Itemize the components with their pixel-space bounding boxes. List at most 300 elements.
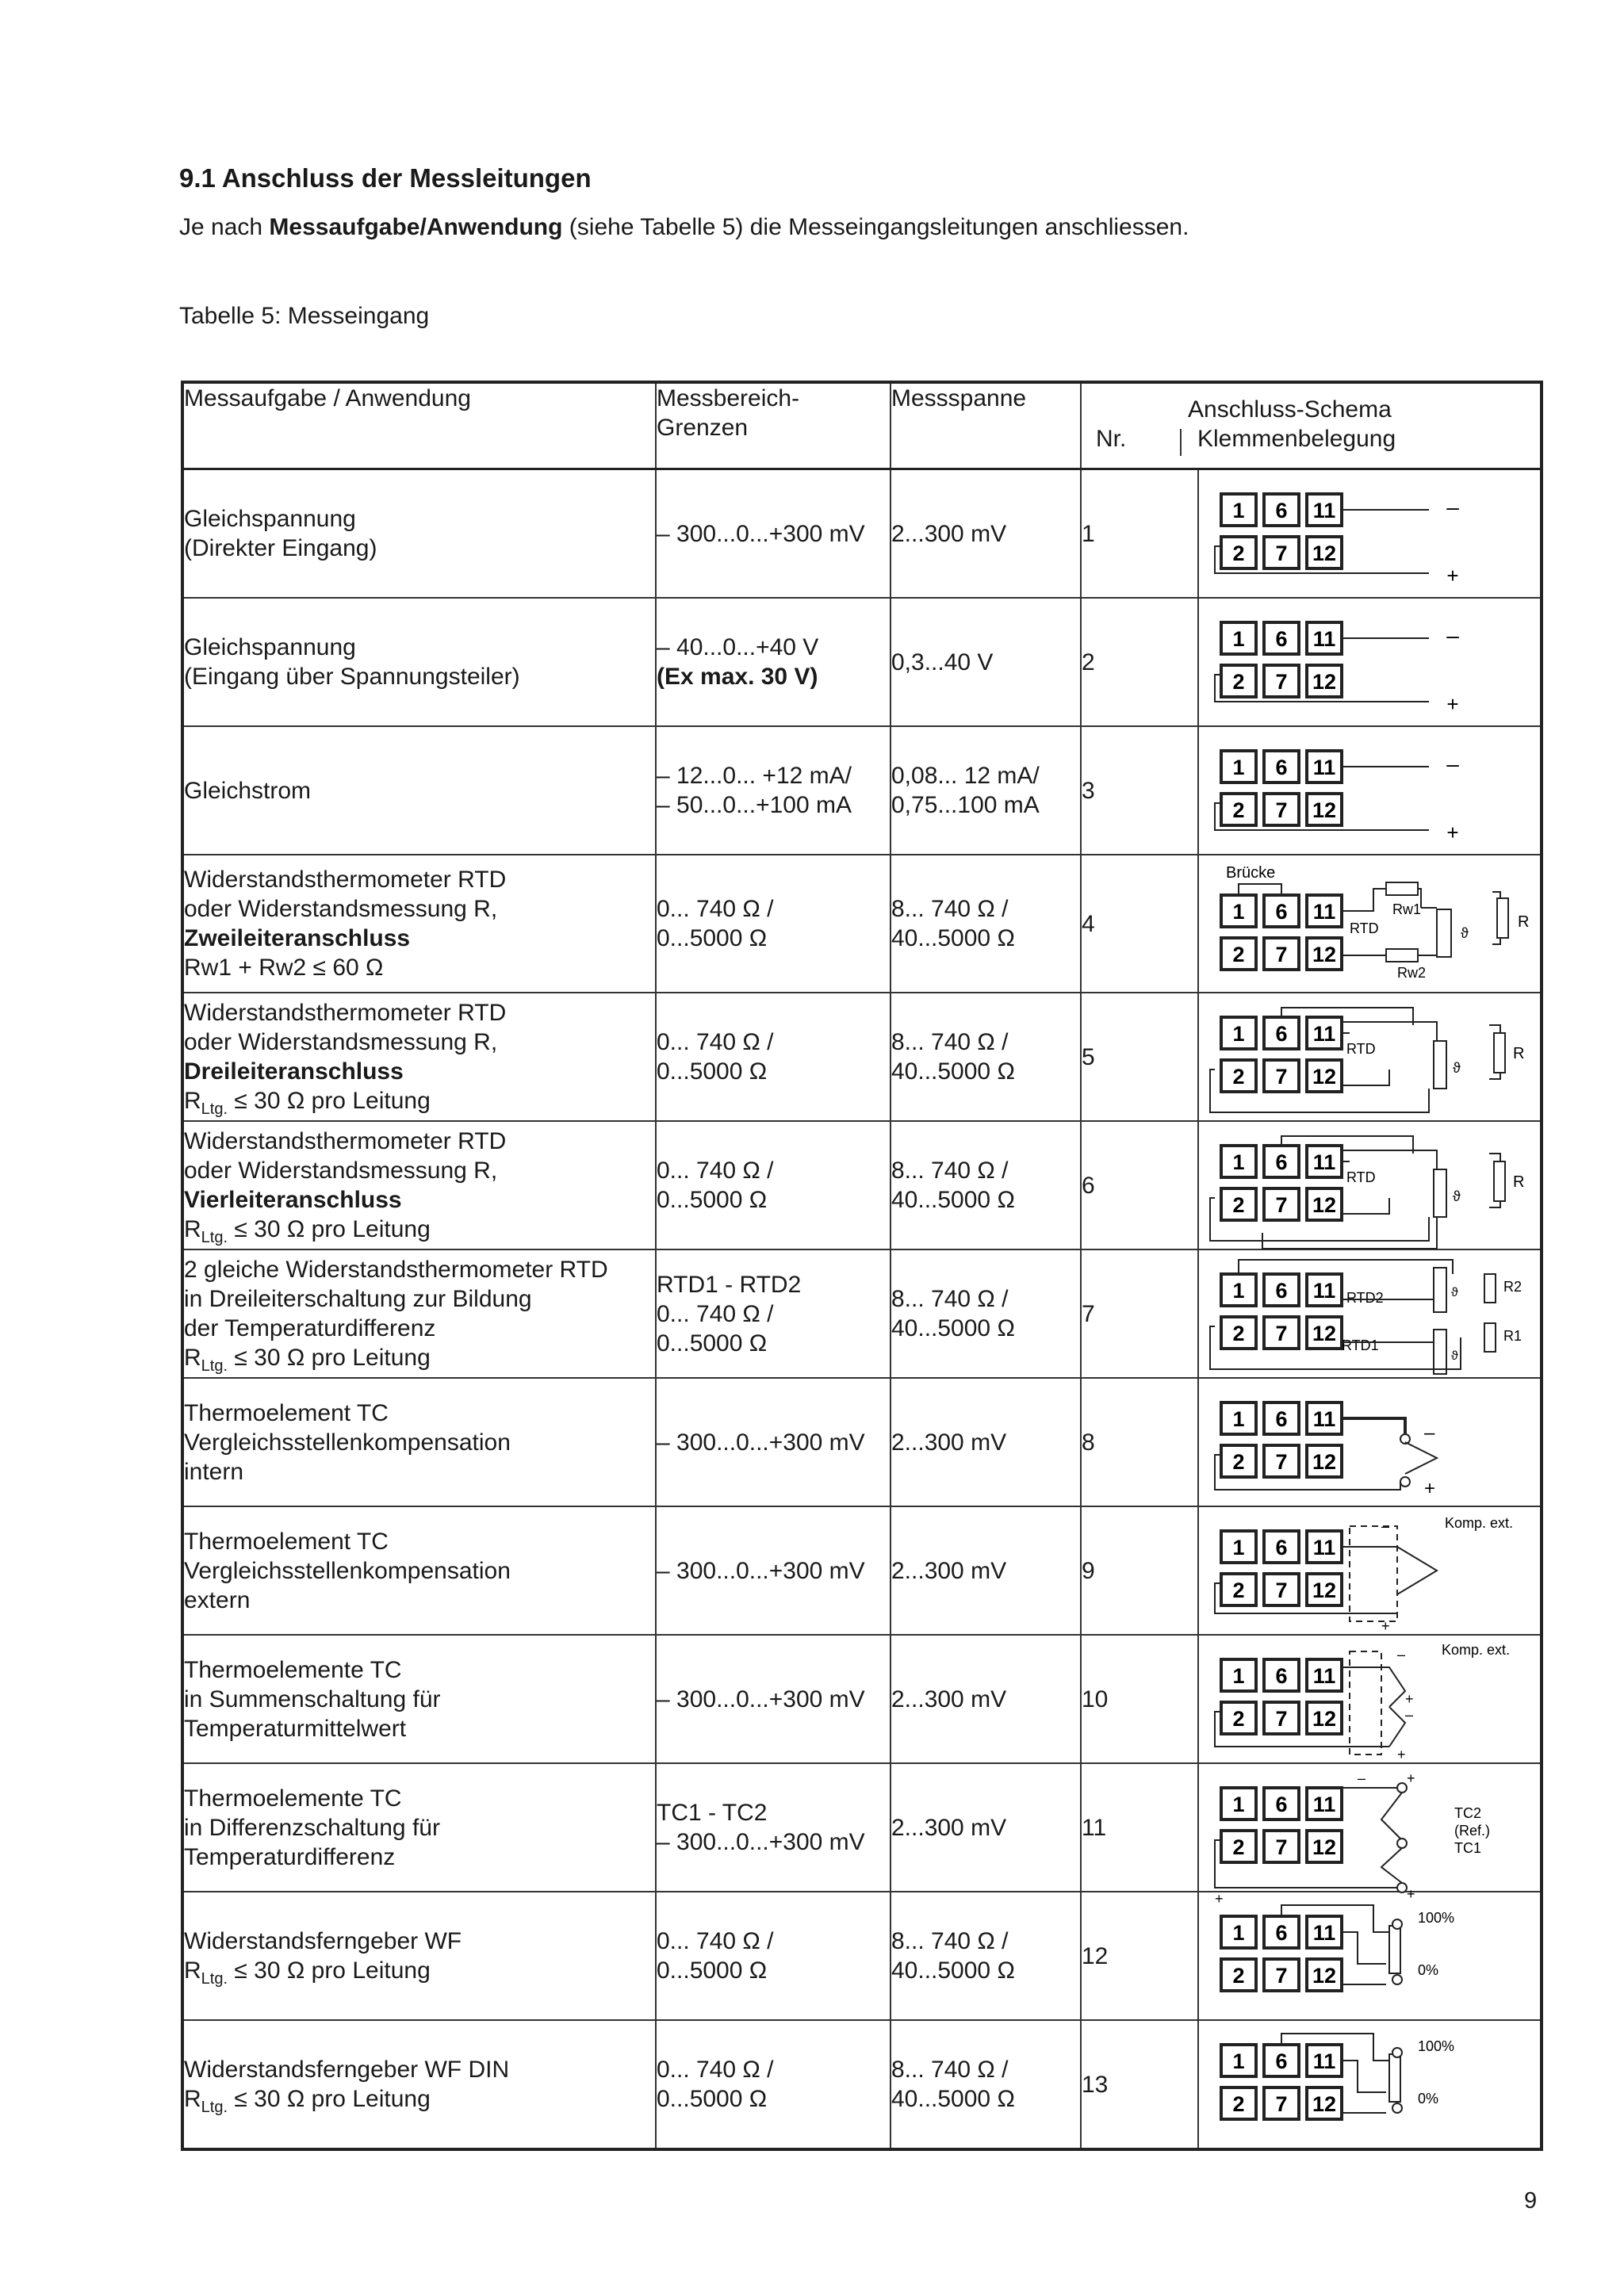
- nr-cell: 12: [1081, 1892, 1198, 2020]
- cell-line: in Summenschaltung für: [184, 1686, 441, 1712]
- header-scheme: Anschluss-Schema Nr. Klemmenbelegung: [1081, 382, 1542, 469]
- diagram-label: R2: [1503, 1279, 1522, 1295]
- diagram-label: +: [1446, 564, 1459, 587]
- diagram-cell: [1198, 2020, 1542, 2149]
- diagram-label: Rw2: [1397, 965, 1427, 981]
- span-cell: [891, 1249, 1081, 1378]
- limits-cell: [656, 1892, 891, 2020]
- terminal-number: 12: [1312, 670, 1337, 694]
- diagram-cell: [1198, 1378, 1542, 1506]
- cell-line: 2...300 mV: [891, 1686, 1007, 1712]
- span-cell: [891, 469, 1081, 599]
- cell-line: 0... 740 Ω /: [657, 896, 774, 922]
- cell-line: 0... 740 Ω /: [657, 1029, 774, 1055]
- limits-cell: [656, 726, 891, 855]
- cell-line: 0...5000 Ω: [657, 1058, 768, 1085]
- terminal-number: 7: [1275, 1450, 1288, 1474]
- cell-line: 0... 740 Ω /: [657, 1300, 774, 1327]
- cell-line: 40...5000 Ω: [891, 1315, 1015, 1341]
- cell-line: Temperaturmittelwert: [184, 1715, 407, 1742]
- terminal-number: 7: [1275, 1835, 1288, 1859]
- diagram-label: +: [1446, 692, 1459, 716]
- terminal-number: 2: [1232, 1450, 1245, 1474]
- diagram-label: TC2: [1454, 1805, 1482, 1821]
- cell-line: $R_{Ltg.} \le 30$ Ω pro Leitung: [184, 1088, 431, 1118]
- limits-cell: [656, 1249, 891, 1378]
- span-cell: [891, 1635, 1081, 1763]
- terminal-number: 7: [1275, 1193, 1288, 1217]
- nr-cell: 7: [1081, 1249, 1198, 1378]
- cell-line: Temperaturdifferenz: [184, 1843, 396, 1870]
- diagram-label: RTD2: [1346, 1290, 1384, 1306]
- terminal-number: 7: [1275, 798, 1288, 822]
- cell-line: Widerstandsthermometer RTD: [184, 1128, 507, 1154]
- task-cell: [182, 1121, 656, 1249]
- limits-cell: [656, 598, 891, 726]
- diagram-label: R1: [1503, 1328, 1522, 1344]
- span-cell: [891, 1378, 1081, 1506]
- connection-diagram: [1199, 1507, 1542, 1634]
- table-row: [182, 2020, 1542, 2149]
- span-cell: [891, 993, 1081, 1121]
- cell-line: Gleichspannung: [184, 506, 356, 532]
- diagram-label: RTD: [1346, 1041, 1376, 1057]
- cell-line: $R_{Ltg.} \le 30$ Ω pro Leitung: [184, 2086, 431, 2116]
- terminal-number: 6: [1275, 1279, 1288, 1303]
- terminal-number: 7: [1275, 943, 1288, 966]
- terminal-number: 6: [1275, 2049, 1288, 2073]
- terminal-number: 2: [1232, 943, 1245, 966]
- diagram-label: (Ref.): [1454, 1823, 1490, 1839]
- nr-cell: 13: [1081, 2020, 1198, 2149]
- terminal-number: 12: [1312, 1193, 1337, 1217]
- span-cell: [891, 2020, 1081, 2149]
- diagram-label: ϑ: [1451, 1349, 1458, 1363]
- terminal-number: 6: [1275, 1536, 1288, 1559]
- diagram-label: –: [1405, 1707, 1414, 1723]
- measurement-input-table: [181, 381, 1543, 2151]
- diagram-label: +: [1446, 821, 1459, 844]
- terminal-number: 1: [1232, 1664, 1245, 1688]
- cell-line: 8... 740 Ω /: [891, 1286, 1009, 1312]
- connection-diagram: [1199, 727, 1542, 854]
- limits-cell: [656, 1763, 891, 1892]
- diagram-label: –: [1397, 1647, 1406, 1663]
- diagram-cell: [1198, 1121, 1542, 1249]
- terminal-number: 1: [1232, 499, 1245, 522]
- diagram-cell: [1198, 1249, 1542, 1378]
- table-row: [182, 1892, 1542, 2020]
- diagram-cell: [1198, 855, 1542, 993]
- terminal-number: 12: [1312, 798, 1337, 822]
- cell-line: 40...5000 Ω: [891, 1957, 1015, 1984]
- span-cell: [891, 598, 1081, 726]
- task-cell: [182, 1249, 656, 1378]
- terminal-number: 11: [1312, 1022, 1336, 1046]
- diagram-label: ϑ: [1453, 1188, 1461, 1204]
- cell-line: 0...5000 Ω: [657, 2086, 768, 2112]
- diagram-cell: [1198, 993, 1542, 1121]
- terminal-number: 2: [1232, 1964, 1245, 1988]
- nr-cell: 8: [1081, 1378, 1198, 1506]
- cell-line: Thermoelement TC: [184, 1399, 389, 1426]
- nr-cell: 5: [1081, 993, 1198, 1121]
- table-row: [182, 1635, 1542, 1763]
- cell-line: – 12...0... +12 mA/: [657, 763, 852, 789]
- terminal-number: 1: [1232, 1279, 1245, 1303]
- nr-cell: 9: [1081, 1506, 1198, 1635]
- cell-line: $R_{Ltg.} \le 30$ Ω pro Leitung: [184, 1957, 431, 1988]
- cell-line: TC1 - TC2: [657, 1800, 768, 1826]
- terminal-number: 7: [1275, 1065, 1288, 1089]
- diagram-label: +: [1407, 1770, 1415, 1786]
- terminal-number: 12: [1312, 1322, 1337, 1345]
- terminal-number: 2: [1232, 541, 1245, 565]
- diagram-cell: [1198, 1506, 1542, 1635]
- terminal-number: 6: [1275, 1407, 1288, 1431]
- diagram-label: +: [1407, 1886, 1415, 1902]
- cell-line: oder Widerstandsmessung R,: [184, 1029, 498, 1055]
- cell-line: 0,3...40 V: [891, 649, 994, 675]
- cell-line: – 40...0...+40 V: [657, 634, 819, 660]
- task-cell: [182, 1506, 656, 1635]
- connection-diagram: [1199, 1122, 1542, 1249]
- terminal-number: 12: [1312, 2092, 1337, 2116]
- cell-line: 2...300 mV: [891, 1429, 1007, 1456]
- cell-line: 0... 740 Ω /: [657, 1928, 774, 1954]
- task-cell: [182, 2020, 656, 2149]
- terminal-number: 1: [1232, 900, 1245, 924]
- diagram-label: 0%: [1418, 2091, 1439, 2107]
- task-cell: [182, 1892, 656, 2020]
- intro-text: Je nach Messaufgabe/Anwendung (siehe Tabelle 5) die Messeingangsleitungen anschliessen.: [179, 214, 1189, 240]
- table-caption: Tabelle 5: Messeingang: [179, 303, 430, 329]
- diagram-label: TC1: [1454, 1840, 1482, 1856]
- terminal-number: 7: [1275, 1964, 1288, 1988]
- cell-line: Thermoelemente TC: [184, 1785, 402, 1812]
- cell-line: der Temperaturdifferenz: [184, 1315, 436, 1341]
- connection-diagram: [1199, 599, 1542, 725]
- connection-diagram: [1199, 1379, 1542, 1506]
- diagram-label: RTD: [1346, 1169, 1376, 1185]
- terminal-number: 2: [1232, 798, 1245, 822]
- span-cell: [891, 726, 1081, 855]
- terminal-number: 7: [1275, 1578, 1288, 1602]
- terminal-number: 1: [1232, 2049, 1245, 2073]
- span-cell: [891, 1763, 1081, 1892]
- page-number: 9: [1524, 2188, 1538, 2214]
- terminal-number: 12: [1312, 541, 1337, 565]
- task-cell: [182, 855, 656, 993]
- terminal-number: 1: [1232, 756, 1245, 779]
- cell-line: 8... 740 Ω /: [891, 1928, 1009, 1954]
- terminal-number: 2: [1232, 670, 1245, 694]
- task-cell: [182, 1763, 656, 1892]
- terminal-number: 6: [1275, 1664, 1288, 1688]
- cell-line: Rw1 + Rw2 ≤ 60 Ω: [184, 955, 384, 981]
- terminal-number: 6: [1275, 1793, 1288, 1816]
- terminal-number: 12: [1312, 1065, 1337, 1089]
- cell-line: Vergleichsstellenkompensation: [184, 1429, 511, 1456]
- diagram-cell: [1198, 1763, 1542, 1907]
- cell-line: Zweileiteranschluss: [184, 925, 411, 951]
- terminal-number: 1: [1232, 1407, 1245, 1431]
- cell-line: – 300...0...+300 mV: [657, 1429, 865, 1456]
- terminal-number: 12: [1312, 1578, 1337, 1602]
- terminal-number: 7: [1275, 2092, 1288, 2116]
- cell-line: Widerstandsferngeber WF DIN: [184, 2057, 510, 2083]
- cell-line: 8... 740 Ω /: [891, 896, 1009, 922]
- diagram-label: –: [1446, 495, 1459, 519]
- terminal-number: 11: [1312, 1664, 1336, 1688]
- terminal-number: 1: [1232, 1022, 1245, 1046]
- cell-line: 40...5000 Ω: [891, 1187, 1015, 1213]
- span-cell: [891, 855, 1081, 993]
- cell-line: 0... 740 Ω /: [657, 1158, 774, 1184]
- terminal-number: 11: [1312, 1150, 1336, 1174]
- terminal-number: 6: [1275, 900, 1288, 924]
- cell-line: 0...5000 Ω: [657, 1330, 768, 1357]
- cell-line: in Differenzschaltung für: [184, 1814, 440, 1841]
- terminal-number: 2: [1232, 1578, 1245, 1602]
- cell-line: – 300...0...+300 mV: [657, 1686, 865, 1712]
- cell-line: extern: [184, 1586, 251, 1613]
- nr-cell: 6: [1081, 1121, 1198, 1249]
- limits-cell: [656, 1378, 891, 1506]
- terminal-number: 11: [1312, 1793, 1336, 1816]
- table-row: [182, 598, 1542, 726]
- terminal-number: 7: [1275, 1707, 1288, 1731]
- cell-line: 0...5000 Ω: [657, 925, 768, 951]
- diagram-label: –: [1424, 1422, 1435, 1444]
- cell-line: Gleichstrom: [184, 777, 312, 804]
- terminal-number: 1: [1232, 1793, 1245, 1816]
- terminal-number: 1: [1232, 1921, 1245, 1945]
- cell-line: Widerstandsthermometer RTD: [184, 1000, 507, 1026]
- cell-line: $R_{Ltg.} \le 30$ Ω pro Leitung: [184, 1345, 431, 1375]
- terminal-number: 2: [1232, 1193, 1245, 1217]
- terminal-number: 12: [1312, 1835, 1337, 1859]
- diagram-label: ϑ: [1451, 1286, 1458, 1299]
- cell-line: (Eingang über Spannungsteiler): [184, 664, 520, 690]
- cell-line: 2...300 mV: [891, 1557, 1007, 1584]
- cell-line: 40...5000 Ω: [891, 2086, 1015, 2112]
- limits-cell: [656, 993, 891, 1121]
- table-row: [182, 1763, 1542, 1892]
- terminal-number: 11: [1312, 1407, 1336, 1431]
- cell-line: in Dreileiterschaltung zur Bildung: [184, 1286, 532, 1312]
- terminal-number: 2: [1232, 1835, 1245, 1859]
- header-span: Messspanne: [891, 382, 1081, 469]
- task-cell: [182, 993, 656, 1121]
- terminal-number: 6: [1275, 756, 1288, 779]
- limits-cell: [656, 1121, 891, 1249]
- diagram-label: –: [1446, 623, 1459, 648]
- diagram-label: Komp. ext.: [1445, 1515, 1514, 1531]
- diagram-label: –: [1381, 1518, 1390, 1534]
- cell-line: 8... 740 Ω /: [891, 1158, 1009, 1184]
- nr-cell: 2: [1081, 598, 1198, 726]
- connection-diagram: [1199, 1892, 1542, 2019]
- cell-line: Gleichspannung: [184, 634, 356, 660]
- terminal-number: 11: [1312, 1536, 1336, 1559]
- terminal-number: 6: [1275, 627, 1288, 651]
- diagram-cell: [1198, 598, 1542, 726]
- nr-cell: 1: [1081, 469, 1198, 599]
- cell-line: Thermoelement TC: [184, 1528, 389, 1555]
- cell-line: – 300...0...+300 mV: [657, 520, 865, 547]
- cell-line: 40...5000 Ω: [891, 925, 1015, 951]
- cell-line: oder Widerstandsmessung R,: [184, 1158, 498, 1184]
- diagram-label: ϑ: [1453, 1060, 1461, 1076]
- cell-line: Widerstandsferngeber WF: [184, 1928, 462, 1954]
- table-row: [182, 469, 1542, 599]
- cell-line: 8... 740 Ω /: [891, 1029, 1009, 1055]
- cell-line: intern: [184, 1458, 244, 1485]
- diagram-label: Brücke: [1226, 864, 1276, 882]
- terminal-number: 12: [1312, 1450, 1337, 1474]
- diagram-label: +: [1405, 1691, 1414, 1707]
- diagram-label: R: [1513, 1173, 1525, 1191]
- diagram-label: R: [1518, 913, 1530, 931]
- cell-line: Widerstandsthermometer RTD: [184, 867, 507, 893]
- connection-diagram: [1199, 860, 1542, 987]
- terminal-number: 7: [1275, 1322, 1288, 1345]
- terminal-number: 1: [1232, 1536, 1245, 1559]
- span-cell: [891, 1506, 1081, 1635]
- limits-cell: [656, 1635, 891, 1763]
- header-limits: Messbereich- Grenzen: [656, 382, 891, 469]
- terminal-number: 7: [1275, 670, 1288, 694]
- header-task: Messaufgabe / Anwendung: [182, 382, 656, 469]
- task-cell: [182, 598, 656, 726]
- task-cell: [182, 726, 656, 855]
- cell-line: Thermoelemente TC: [184, 1656, 402, 1683]
- cell-line: 2...300 mV: [891, 1814, 1007, 1841]
- diagram-cell: [1198, 469, 1542, 599]
- cell-line: 2 gleiche Widerstandsthermometer RTD: [184, 1257, 608, 1283]
- cell-line: 0...5000 Ω: [657, 1957, 768, 1984]
- span-cell: [891, 1892, 1081, 2020]
- cell-line: 0,75...100 mA: [891, 792, 1040, 818]
- diagram-label: 100%: [1418, 2038, 1455, 2054]
- limits-cell: [656, 1506, 891, 1635]
- connection-diagram: [1199, 1636, 1542, 1762]
- diagram-label: +: [1397, 1747, 1406, 1762]
- task-cell: [182, 469, 656, 599]
- diagram-cell: [1198, 1892, 1542, 2020]
- diagram-label: +: [1424, 1478, 1436, 1499]
- diagram-label: ϑ: [1461, 925, 1469, 941]
- connection-diagram: [1199, 470, 1542, 597]
- limits-cell: [656, 2020, 891, 2149]
- cell-line: (Ex max. 30 V): [657, 664, 818, 690]
- diagram-cell: [1198, 726, 1542, 855]
- cell-line: – 300...0...+300 mV: [657, 1829, 865, 1855]
- diagram-label: R: [1513, 1045, 1525, 1062]
- terminal-number: 6: [1275, 1150, 1288, 1174]
- terminal-number: 2: [1232, 2092, 1245, 2116]
- terminal-number: 12: [1312, 1964, 1337, 1988]
- terminal-number: 12: [1312, 943, 1337, 966]
- terminal-number: 11: [1312, 756, 1336, 779]
- diagram-label: 100%: [1418, 1910, 1455, 1926]
- diagram-label: Rw1: [1392, 901, 1422, 917]
- table-row: [182, 726, 1542, 855]
- limits-cell: [656, 469, 891, 599]
- diagram-label: –: [1358, 1770, 1366, 1786]
- diagram-label: –: [1446, 752, 1459, 776]
- cell-line: oder Widerstandsmessung R,: [184, 896, 498, 922]
- cell-line: – 300...0...+300 mV: [657, 1557, 865, 1584]
- table-row: [182, 855, 1542, 993]
- table-header-row: [182, 382, 1542, 469]
- nr-cell: 11: [1081, 1763, 1198, 1892]
- connection-diagram: [1199, 1764, 1542, 1907]
- cell-line: Vierleiteranschluss: [184, 1187, 402, 1213]
- diagram-label: 0%: [1418, 1962, 1439, 1978]
- terminal-number: 11: [1312, 499, 1336, 522]
- section-heading: 9.1 Anschluss der Messleitungen: [179, 163, 592, 193]
- connection-diagram: [1199, 2021, 1542, 2148]
- cell-line: 2...300 mV: [891, 520, 1007, 547]
- terminal-number: 11: [1312, 627, 1336, 651]
- connection-diagram: [1199, 1250, 1542, 1377]
- terminal-number: 11: [1312, 1279, 1336, 1303]
- cell-line: 8... 740 Ω /: [891, 2057, 1009, 2083]
- limits-cell: [656, 855, 891, 993]
- table-row: [182, 993, 1542, 1121]
- cell-line: (Direkter Eingang): [184, 535, 377, 561]
- diagram-label: RTD: [1350, 920, 1379, 936]
- table-row: [182, 1249, 1542, 1378]
- terminal-number: 11: [1312, 2049, 1336, 2073]
- terminal-number: 1: [1232, 627, 1245, 651]
- cell-line: – 50...0...+100 mA: [657, 792, 852, 818]
- diagram-label: +: [1381, 1618, 1390, 1634]
- task-cell: [182, 1635, 656, 1763]
- nr-cell: 3: [1081, 726, 1198, 855]
- cell-line: $R_{Ltg.} \le 30$ Ω pro Leitung: [184, 1216, 431, 1246]
- table-row: [182, 1121, 1542, 1249]
- cell-line: Dreileiteranschluss: [184, 1058, 404, 1085]
- terminal-number: 2: [1232, 1322, 1245, 1345]
- connection-diagram: [1199, 993, 1542, 1120]
- task-cell: [182, 1378, 656, 1506]
- cell-line: 0...5000 Ω: [657, 1187, 768, 1213]
- terminal-number: 12: [1312, 1707, 1337, 1731]
- nr-cell: 10: [1081, 1635, 1198, 1763]
- cell-line: 0,08... 12 mA/: [891, 763, 1040, 789]
- diagram-label: +: [1215, 1891, 1224, 1907]
- terminal-number: 2: [1232, 1707, 1245, 1731]
- terminal-number: 11: [1312, 900, 1336, 924]
- table-row: [182, 1506, 1542, 1635]
- diagram-label: Komp. ext.: [1442, 1642, 1511, 1658]
- terminal-number: 6: [1275, 1921, 1288, 1945]
- terminal-number: 7: [1275, 541, 1288, 565]
- cell-line: RTD1 - RTD2: [657, 1271, 802, 1298]
- cell-line: 0... 740 Ω /: [657, 2057, 774, 2083]
- terminal-number: 2: [1232, 1065, 1245, 1089]
- table-row: [182, 1378, 1542, 1506]
- terminal-number: 11: [1312, 1921, 1336, 1945]
- diagram-cell: [1198, 1635, 1542, 1763]
- terminal-number: 1: [1232, 1150, 1245, 1174]
- diagram-label: RTD1: [1342, 1337, 1379, 1353]
- span-cell: [891, 1121, 1081, 1249]
- nr-cell: 4: [1081, 855, 1198, 993]
